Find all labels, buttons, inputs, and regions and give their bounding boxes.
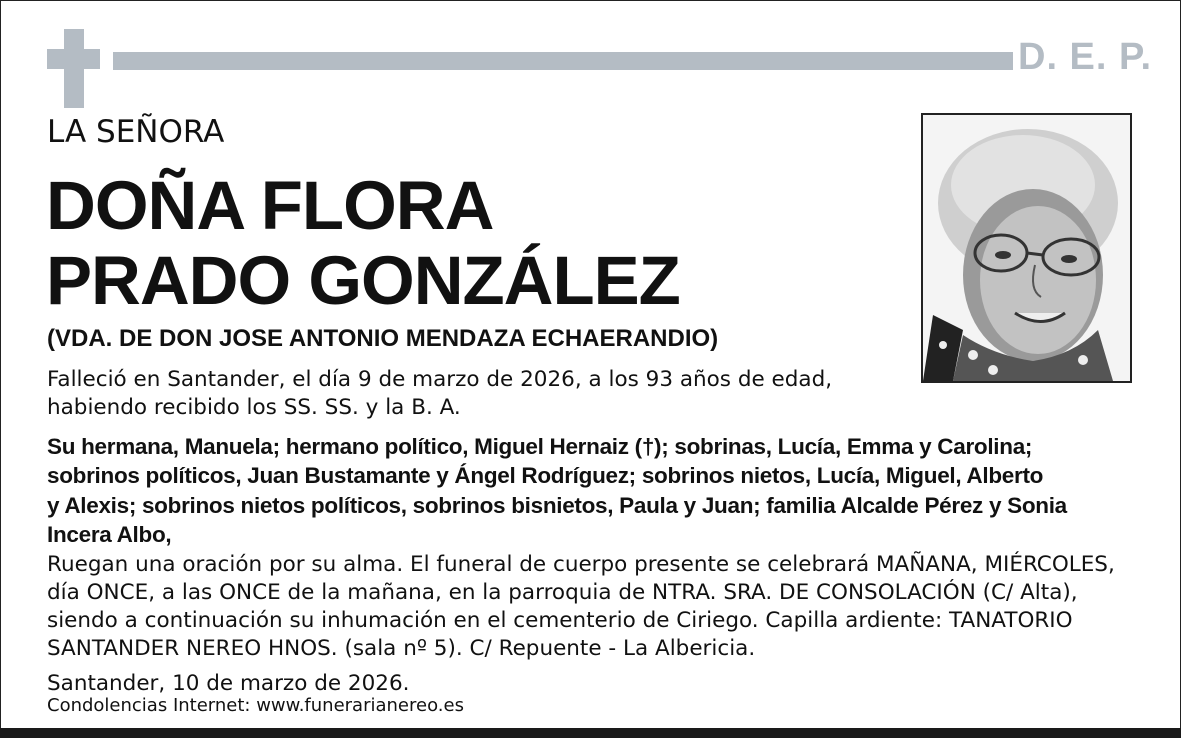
honorific-title: LA SEÑORA <box>47 114 225 150</box>
family-line: sobrinos políticos, Juan Bustamante y Ángel Rodríguez; sobrinos nietos, Lucía, Miguel, Alberto <box>47 463 1044 489</box>
family-line: Su hermana, Manuela; hermano político, Miguel Hernaiz (†); sobrinas, Lucía, Emma y Carolina; <box>47 434 1033 459</box>
dep-label: D. E. P. <box>1018 36 1153 78</box>
funeral-details <box>47 551 1115 663</box>
funeral-line: día ONCE, a las ONCE de la mañana, en la parroquia de NTRA. SRA. DE CONSOLACIÓN (C/ Alta), <box>47 579 1078 605</box>
death-notice <box>47 366 832 422</box>
portrait-photo <box>921 113 1132 383</box>
family-list <box>47 432 1067 550</box>
death-notice-line: habiendo recibido los SS. SS. y la B. A. <box>47 394 461 420</box>
funeral-line: siendo a continuación su inhumación en el cementerio de Ciriego. Capilla ardiente: TANATORIO <box>47 607 1073 633</box>
place-date: Santander, 10 de marzo de 2026. <box>47 671 410 696</box>
condolences-link: Condolencias Internet: www.funerarianereo.es <box>47 695 464 716</box>
deceased-name-line1: DOÑA FLORA <box>46 167 494 244</box>
deceased-name <box>46 169 680 318</box>
funeral-line: Ruegan una oración por su alma. El funeral de cuerpo presente se celebrará MAÑANA, MIÉRCOLES, <box>47 552 1115 577</box>
funeral-line: SANTANDER NEREO HNOS. (sala nº 5). C/ Repuente - La Albericia. <box>47 635 756 661</box>
widow-note: (VDA. DE DON JOSE ANTONIO MENDAZA ECHAERANDIO) <box>47 325 719 352</box>
cross-icon-arm <box>47 49 100 69</box>
family-line: y Alexis; sobrinos nietos políticos, sobrinos bisnietos, Paula y Juan; familia Alcalde Pérez y Sonia <box>47 492 1067 518</box>
bottom-rule <box>0 728 1181 738</box>
family-line: Incera Albo, <box>47 522 172 548</box>
deceased-name-line2: PRADO GONZÁLEZ <box>46 241 680 319</box>
death-notice-line: Falleció en Santander, el día 9 de marzo de 2026, a los 93 años de edad, <box>47 367 833 392</box>
header-rule <box>113 52 1013 70</box>
